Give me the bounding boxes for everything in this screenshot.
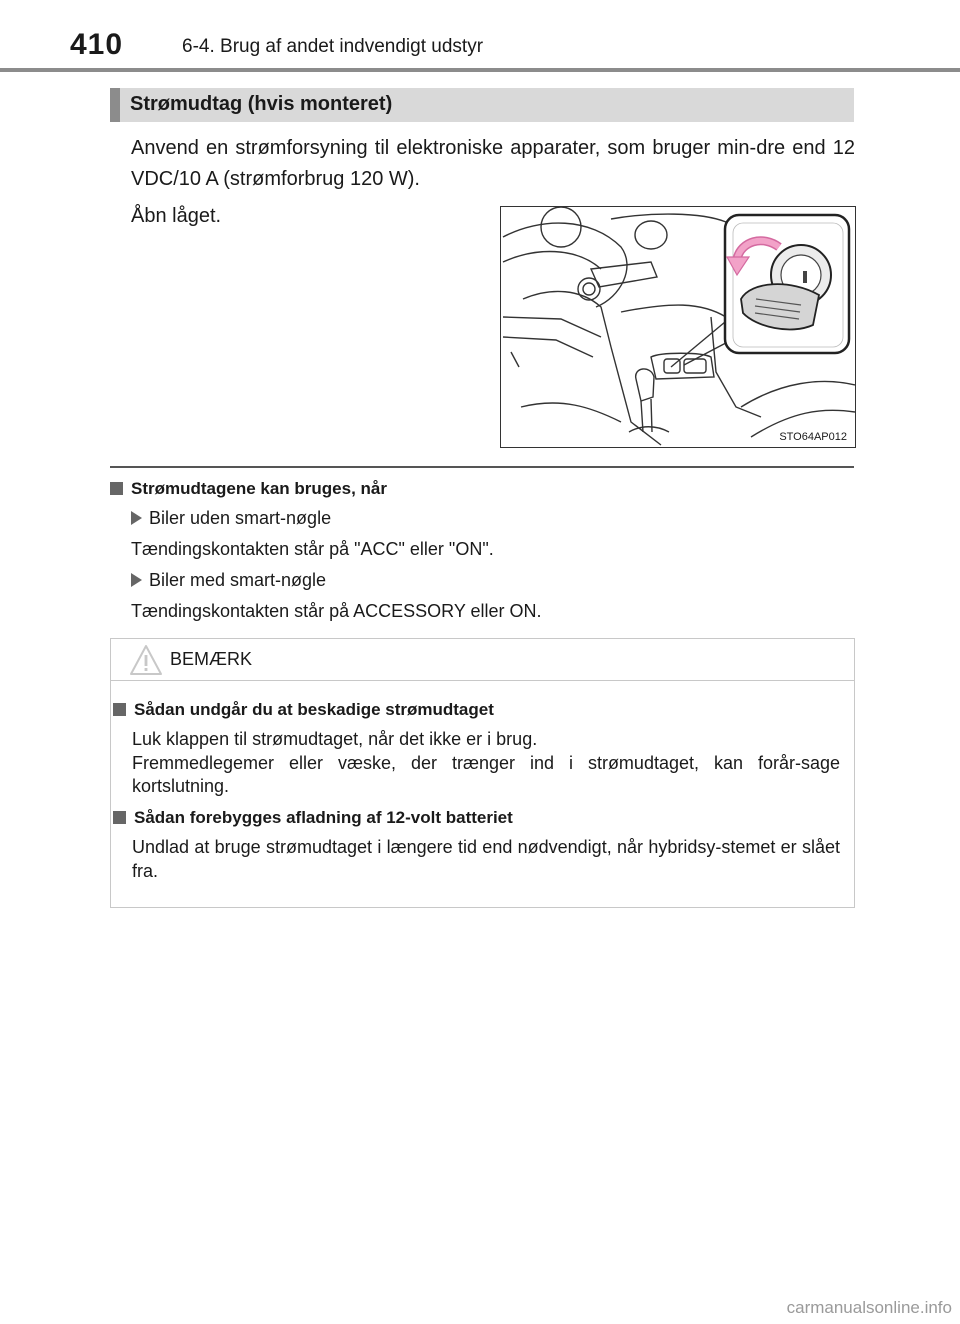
notice-subheading <box>113 808 513 828</box>
notice-separator <box>111 680 854 681</box>
section-title: Strømudtag (hvis monteret) <box>130 93 393 115</box>
usage-heading <box>110 479 387 499</box>
step-text: Åbn låget. <box>131 205 222 227</box>
power-outlet-illustration <box>500 206 856 448</box>
section-accent <box>110 88 120 122</box>
notice-subheading-text: Sådan forebygges afladning af 12-volt batteriet <box>134 808 513 827</box>
page-number: 410 <box>70 28 124 61</box>
notice-label: BEMÆRK <box>170 649 253 669</box>
notice-subheading-text: Sådan undgår du at beskadige strømudtaget <box>134 700 494 719</box>
warning-icon <box>129 643 163 677</box>
notice-text <box>132 728 840 799</box>
page-header <box>0 0 960 74</box>
list-item-text: Tændingskontakten står på ACCESSORY eller ON. <box>131 601 542 621</box>
notice-line: Undlad at bruge strømudtaget i længere tid end nødvendigt, når hybridsy-stemet er slået fra. <box>132 837 840 881</box>
list-item-label: Biler med smart-nøgle <box>149 570 327 590</box>
notice-text <box>132 836 840 883</box>
intro-paragraph: Anvend en strømforsyning til elektroniske apparater, som bruger min-dre end 12 VDC/10 A (strømforbrug 120 W). <box>131 137 855 190</box>
dashboard-drawing <box>501 207 855 447</box>
figure-code: STO64AP012 <box>779 431 847 443</box>
notice-header <box>111 639 854 680</box>
list-item-label: Biler uden smart-nøgle <box>149 508 332 528</box>
list-item <box>131 570 326 591</box>
notice-box <box>110 638 855 908</box>
notice-line: Fremmedlegemer eller væske, der trænger ind i strømudtaget, kan forår-sage kortslutning. <box>132 752 840 796</box>
chapter-title: 6-4. Brug af andet indvendigt udstyr <box>182 36 484 57</box>
section-title-bar <box>110 88 854 122</box>
notice-subheading <box>113 700 494 720</box>
usage-heading-text: Strømudtagene kan bruges, når <box>131 479 387 498</box>
triangle-bullet-icon <box>131 573 142 587</box>
square-bullet-icon <box>110 482 123 495</box>
header-rule <box>0 68 960 72</box>
section-divider <box>110 466 854 468</box>
watermark: carmanualsonline.info <box>786 1298 952 1317</box>
list-item <box>131 508 331 529</box>
notice-line: Luk klappen til strømudtaget, når det ikke er i brug. <box>132 729 538 749</box>
square-bullet-icon <box>113 703 126 716</box>
square-bullet-icon <box>113 811 126 824</box>
list-item-text: Tændingskontakten står på "ACC" eller "ON". <box>131 539 494 559</box>
triangle-bullet-icon <box>131 511 142 525</box>
